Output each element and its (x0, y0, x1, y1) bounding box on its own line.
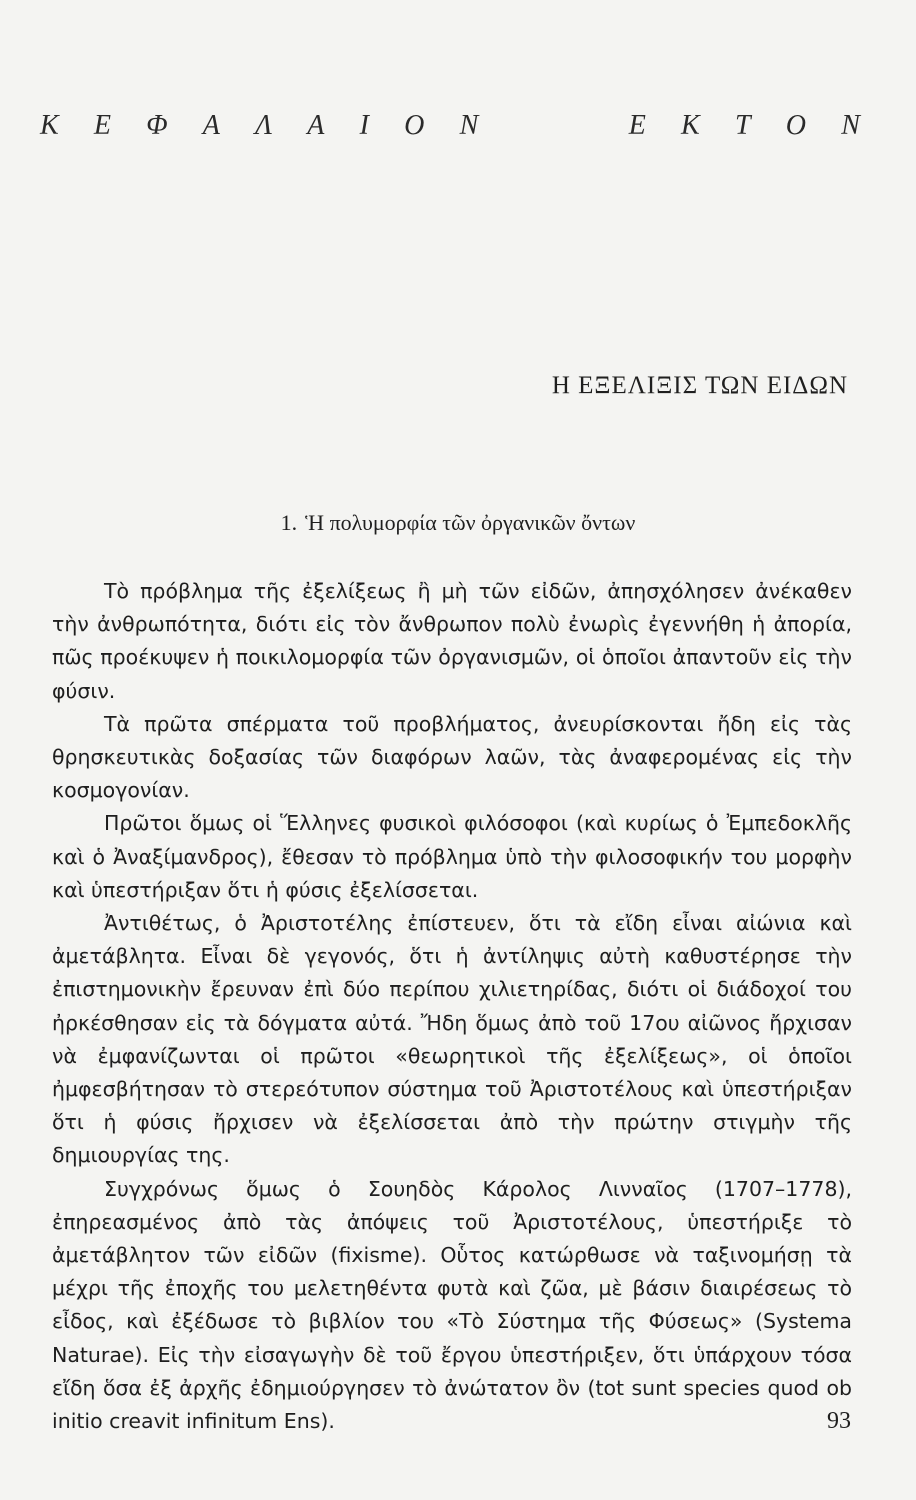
chapter-letter: Ε (93, 110, 112, 141)
chapter-letter: Κ (681, 110, 700, 141)
chapter-letter: Ο (785, 110, 806, 141)
chapter-letter: Φ (146, 110, 168, 141)
paragraph: Ἀντιθέτως, ὁ Ἀριστοτέλης ἐπίστευεν, ὅτι τὰ εἴδη εἶναι αἰώνια καὶ ἀμετάβλητα. Εἶναι δὲ γεγονός, ὅτι ἡ ἀντίληψις αὐτὴ καθυστέρησε τὴν ἐπιστημονικὴν ἔρευναν ἐπὶ δύο περίπου χιλιετηρίδας, διότι οἱ διάδοχοί του ἠρκέσθησαν εἰς τὰ δόγματα αὐτά. Ἤδη ὅμως ἀπὸ τοῦ 17ου αἰῶνος ἤρχισαν νὰ ἐμφανίζωνται οἱ πρῶτοι «θεωρητικοὶ τῆς ἐξελίξεως», οἱ ὁποῖοι ἠμφεσβήτησαν τὸ στερεότυπον σύστημα τοῦ Ἀριστοτέλους καὶ ὑπεστήριξαν ὅτι ἡ φύσις ἤρχισεν νὰ ἐξελίσσεται ἀπὸ τὴν πρώτην στιγμὴν τῆς δημιουργίας της. (52, 911, 852, 1168)
chapter-title: Η ΕΞΕΛΙΞΙΣ ΤΩΝ ΕΙΔΩΝ (551, 372, 848, 399)
section-heading (0, 510, 916, 536)
paragraph: Τὰ πρῶτα σπέρματα τοῦ προβλήματος, ἀνευρίσκονται ἤδη εἰς τὰς θρησκευτικὰς δοξασίας τῶν διαφόρων λαῶν, τὰς ἀναφερομένας εἰς τὴν κοσμογονίαν. (52, 711, 852, 803)
chapter-letter: Α (202, 110, 220, 141)
chapter-letter: Ν (841, 110, 860, 141)
chapter-word-gap (513, 110, 593, 142)
section-number: 1. (280, 510, 298, 535)
chapter-letter: Τ (734, 110, 751, 141)
chapter-letter: Λ (255, 110, 273, 141)
chapter-letter: Ι (359, 110, 369, 141)
chapter-letter: Κ (40, 110, 59, 141)
chapter-letter: Ε (628, 110, 646, 141)
page-number: 93 (827, 1408, 851, 1434)
chapter-heading (40, 110, 860, 142)
paragraph: Τὸ πρόβλημα τῆς ἐξελίξεως ἢ μὴ τῶν εἰδῶν, ἀπησχόλησεν ἀνέκαθεν τὴν ἀνθρωπότητα, διότι εἰς τὸν ἄνθρωπον πολὺ ἐνωρὶς ἐγεννήθη ἡ ἀπορία, πῶς προέκυψεν ἡ ποικιλομορφία τῶν ὀργανισμῶν, οἱ ὁποῖοι ἀπαντοῦν εἰς τὴν φύσιν. (52, 579, 852, 703)
chapter-letter: Ν (459, 110, 479, 141)
chapter-letter: Ο (404, 110, 425, 141)
paragraph: Συγχρόνως ὅμως ὁ Σουηδὸς Κάρολος Λινναῖος (1707–1778), ἐπηρεασμένος ἀπὸ τὰς ἀπόψεις τοῦ Ἀριστοτέλους, ὑπεστήριξε τὸ ἀμετάβλητον τῶν εἰδῶν (fixisme). Οὗτος κατώρθωσε νὰ ταξινομήσῃ τὰ μέχρι τῆς ἐποχῆς του μελετηθέντα φυτὰ καὶ ζῶα, μὲ βάσιν διαιρέσεως τὸ εἶδος, καὶ ἐξέδωσε τὸ βιβλίον του «Τὸ Σύστημα τῆς Φύσεως» (Systema Naturae). Εἰς τὴν εἰσαγωγὴν δὲ τοῦ ἔργου ὑπεστήριξεν, ὅτι ὑπάρχουν τόσα εἴδη ὅσα ἐξ ἀρχῆς ἐδημιούργησεν τὸ ἀνώτατον ὂν (tot sunt species quod ob initio creavit infinitum Ens). (52, 1176, 852, 1434)
chapter-letter: Α (307, 110, 325, 141)
paragraph: Πρῶτοι ὅμως οἱ Ἕλληνες φυσικοὶ φιλόσοφοι (καὶ κυρίως ὁ Ἐμπεδοκλῆς καὶ ὁ Ἀναξίμανδρος), ἔθεσαν τὸ πρόβλημα ὑπὸ τὴν φιλοσοφικήν του μορφὴν καὶ ὑπεστήριξαν ὅτι ἡ φύσις ἐξελίσσεται. (52, 811, 852, 902)
body-text (52, 575, 852, 1438)
section-title: Ἡ πολυμορφία τῶν ὀργανικῶν ὄντων (305, 510, 636, 535)
